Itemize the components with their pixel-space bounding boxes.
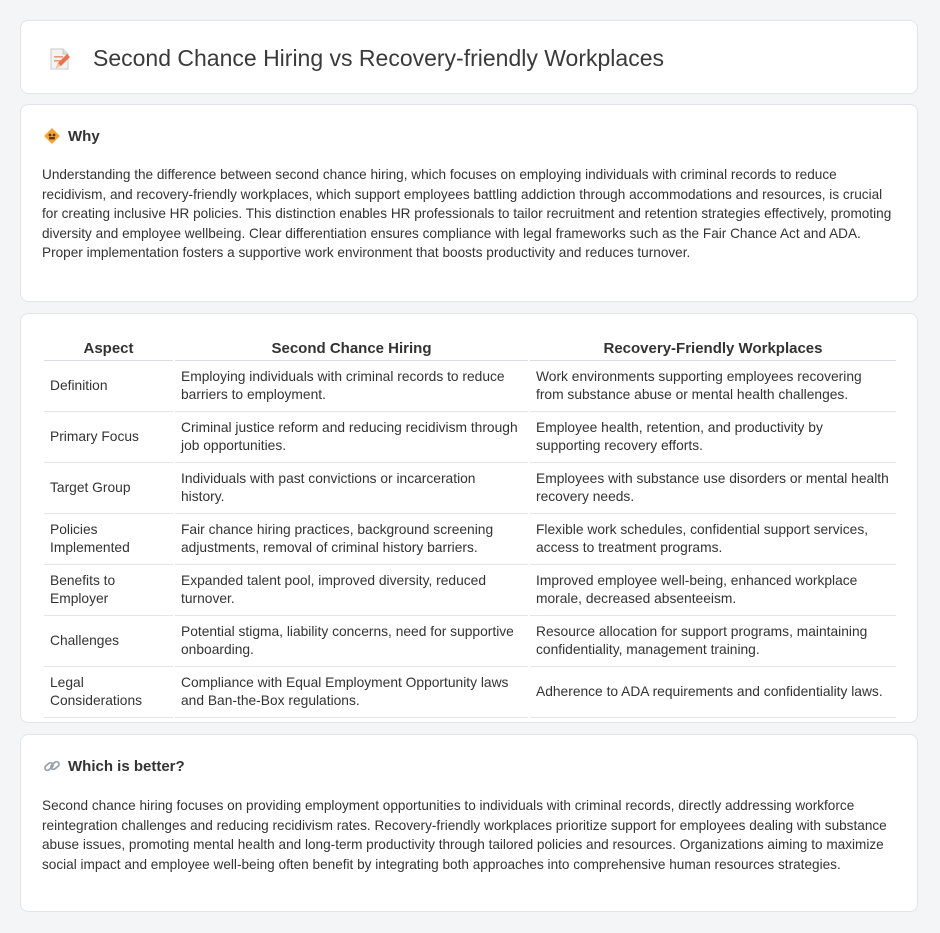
- table-row: [44, 361, 896, 412]
- row-aspect: Primary Focus: [44, 412, 173, 463]
- title-card: [20, 20, 918, 94]
- row-aspect: Benefits to Employer: [44, 565, 173, 616]
- row-second-chance: Individuals with past convictions or incarceration history.: [175, 463, 528, 514]
- comparison-section: [20, 313, 918, 723]
- row-recovery-friendly: Employee health, retention, and productivity by supporting recovery efforts.: [530, 412, 896, 463]
- comparison-table: [42, 334, 898, 718]
- row-second-chance: Fair chance hiring practices, background screening adjustments, removal of criminal history barriers.: [175, 514, 528, 565]
- row-recovery-friendly: Resource allocation for support programs, maintaining confidentiality, management training.: [530, 616, 896, 667]
- table-header-row: [44, 334, 896, 361]
- table-row: [44, 667, 896, 718]
- document-edit-icon: [47, 46, 73, 72]
- row-second-chance: Employing individuals with criminal records to reduce barriers to employment.: [175, 361, 528, 412]
- header-recovery-friendly: Recovery-Friendly Workplaces: [530, 334, 896, 361]
- why-heading: Why: [68, 127, 100, 145]
- row-aspect: Definition: [44, 361, 173, 412]
- row-recovery-friendly: Work environments supporting employees recovering from substance abuse or mental health challenges.: [530, 361, 896, 412]
- header-second-chance: Second Chance Hiring: [175, 334, 528, 361]
- row-aspect: Policies Implemented: [44, 514, 173, 565]
- better-heading: Which is better?: [68, 757, 185, 775]
- row-aspect: Target Group: [44, 463, 173, 514]
- diamond-sign-icon: [43, 127, 61, 145]
- row-recovery-friendly: Flexible work schedules, confidential support services, access to treatment programs.: [530, 514, 896, 565]
- page-title: Second Chance Hiring vs Recovery-friendly Workplaces: [93, 45, 664, 71]
- row-recovery-friendly: Employees with substance use disorders or mental health recovery needs.: [530, 463, 896, 514]
- table-row: [44, 565, 896, 616]
- link-icon: [43, 757, 61, 775]
- row-second-chance: Criminal justice reform and reducing recidivism through job opportunities.: [175, 412, 528, 463]
- table-row: [44, 616, 896, 667]
- table-row: [44, 514, 896, 565]
- table-row: [44, 412, 896, 463]
- row-recovery-friendly: Adherence to ADA requirements and confidentiality laws.: [530, 667, 896, 718]
- row-second-chance: Expanded talent pool, improved diversity, reduced turnover.: [175, 565, 528, 616]
- header-aspect: Aspect: [44, 334, 173, 361]
- row-aspect: Legal Considerations: [44, 667, 173, 718]
- row-second-chance: Potential stigma, liability concerns, need for supportive onboarding.: [175, 616, 528, 667]
- table-row: [44, 463, 896, 514]
- better-body: Second chance hiring focuses on providing employment opportunities to individuals with criminal records, directly addressing workforce reintegration challenges and reducing recidivism rates. Recovery-friendly workplaces prioritize support for employees dealing with substance abuse issues, promoting mental health and long-term productivity through tailored policies and resources. Organizations aiming to maximize social impact and employee well-being often benefit by integrating both approaches into comprehensive human resources strategies.: [42, 798, 887, 872]
- row-aspect: Challenges: [44, 616, 173, 667]
- why-body: Understanding the difference between second chance hiring, which focuses on employing individuals with criminal records to reduce recidivism, and recovery-friendly workplaces, which support employees battling addiction through accommodations and resources, is crucial for creating inclusive HR policies. This distinction enables HR professionals to tailor recruitment and retention strategies effectively, promoting diversity and employee wellbeing. Clear differentiation ensures compliance with legal frameworks such as the Fair Chance Act and ADA. Proper implementation fosters a supportive work environment that boosts productivity and reduces turnover.: [42, 167, 892, 260]
- which-is-better-section: [20, 734, 918, 912]
- row-recovery-friendly: Improved employee well-being, enhanced workplace morale, decreased absenteeism.: [530, 565, 896, 616]
- why-section: [20, 104, 918, 302]
- row-second-chance: Compliance with Equal Employment Opportunity laws and Ban-the-Box regulations.: [175, 667, 528, 718]
